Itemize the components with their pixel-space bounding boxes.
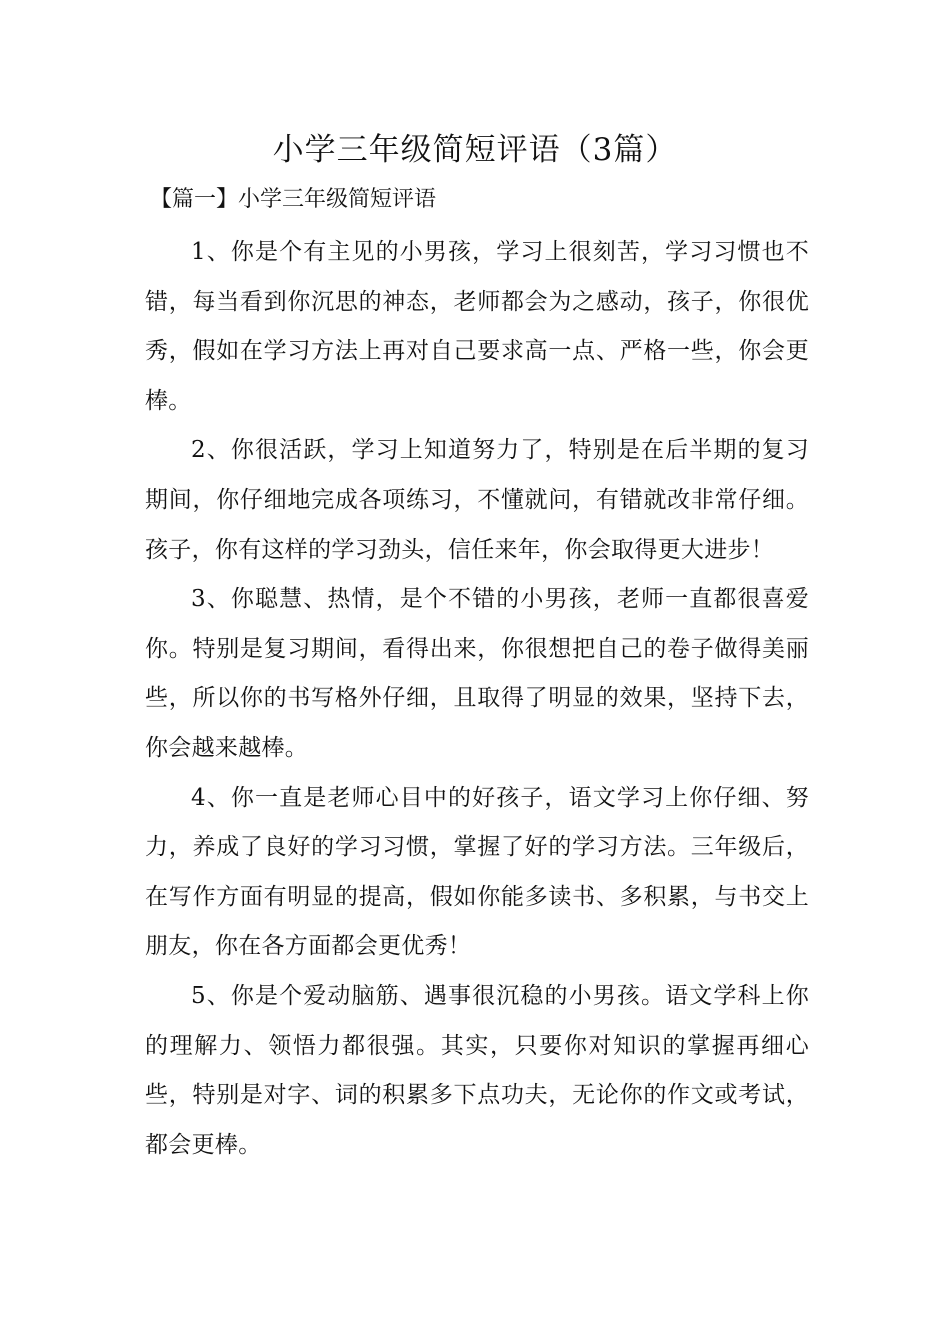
paragraph-1: 1、你是个有主见的小男孩，学习上很刻苦，学习习惯也不错，每当看到你沉思的神态，老师都会为之感动，孩子，你很优秀，假如在学习方法上再对自己要求高一点、严格一些，你会更棒。 <box>145 239 809 414</box>
paragraph-2: 2、你很活跃，学习上知道努力了，特别是在后半期的复习期间，你仔细地完成各项练习，不懂就问，有错就改非常仔细。孩子，你有这样的学习劲头，信任来年，你会取得更大进步！ <box>145 437 809 563</box>
document-title: 小学三年级简短评语（3篇） <box>272 132 678 168</box>
paragraph-5: 5、你是个爱动脑筋、遇事很沉稳的小男孩。语文学科上你的理解力、领悟力都很强。其实，只要你对知识的掌握再细心些，特别是对字、词的积累多下点功夫，无论你的作文或考试，都会更棒。 <box>145 982 809 1158</box>
section-heading: 【篇一】小学三年级简短评语 <box>150 187 437 212</box>
paragraph-3: 3、你聪慧、热情，是个不错的小男孩，老师一直都很喜爱你。特别是复习期间，看得出来，你很想把自己的卷子做得美丽些，所以你的书写格外仔细，且取得了明显的效果，坚持下去，你会越来越棒。 <box>145 586 809 761</box>
document-body <box>145 228 809 1170</box>
paragraph-4: 4、你一直是老师心目中的好孩子，语文学习上你仔细、努力，养成了良好的学习习惯，掌握了好的学习方法。三年级后，在写作方面有明显的提高，假如你能多读书、多积累，与书交上朋友，你在各方面都会更优秀！ <box>145 784 809 960</box>
